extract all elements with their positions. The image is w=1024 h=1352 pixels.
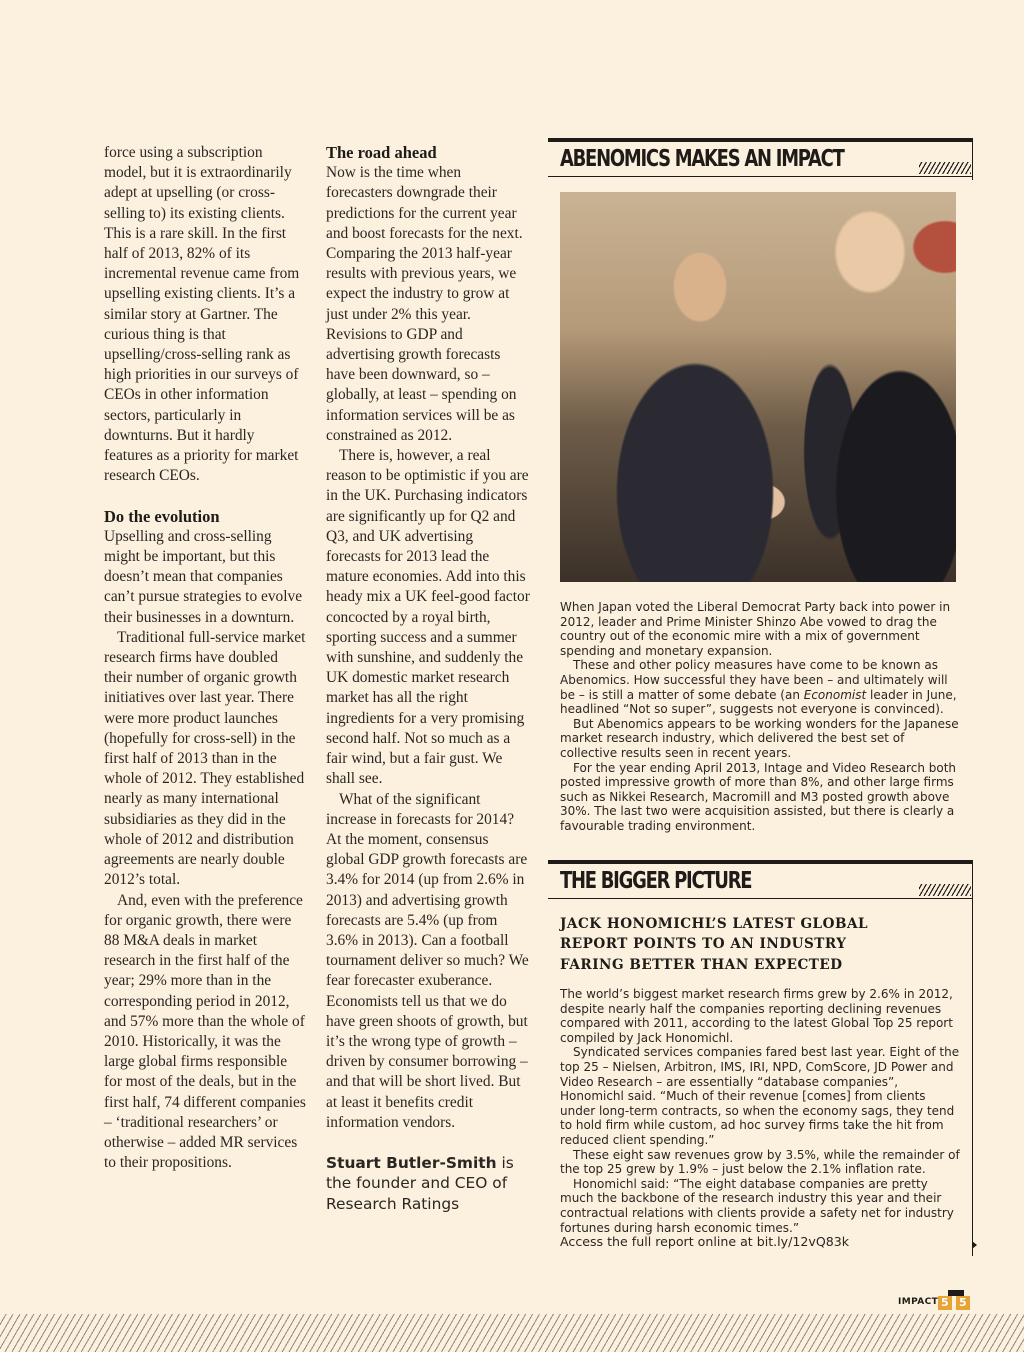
body-paragraph: Traditional full-service market research firms have doubled their number of organic growth initiatives over last year. There were more product launches (hopefully for cross-sell) in the first half of 2013 than in the whole of 2012. They established nearly as many international subsidiaries as they did in the whole of 2012 and distribution agreements are nearly double 2012’s total. — [104, 628, 306, 889]
section-heading-road-ahead: The road ahead — [326, 143, 437, 162]
body-paragraph: Upselling and cross-selling might be important, but this doesn’t mean that companies can’t pursue strategies to evolve their businesses in a downturn. — [104, 527, 303, 626]
hatch-decoration — [919, 884, 971, 896]
box-header — [548, 864, 973, 899]
text-run: These and other policy measures have come to be known as Abenomics. How successful they have been – and ultimately will be – is still a matter of some debate (an — [560, 658, 948, 702]
section-heading-evolution: Do the evolution — [104, 506, 220, 526]
text-run: leader in June, headlined “Not so super”, suggests not everyone is convinced). — [560, 687, 957, 717]
box-text — [560, 987, 960, 1250]
body-paragraph: force using a subscription model, but it is extraordinarily adept at upselling (or cross-selling to) its existing clients. This is a rare skill. In the first half of 2013, 82% of its incremental revenue came from upselling existing clients. It’s a similar story at Gartner. The curious thing is that upselling/cross-selling rank as high priorities in our surveys of CEOs in other information sectors, particularly in downturns. But it hardly features as a priority for market research CEOs. — [104, 144, 300, 485]
article-column-2 — [326, 143, 530, 1214]
body-paragraph: There is, however, a real reason to be optimistic if you are in the UK. Purchasing indicators are significantly up for Q2 and Q3, and UK advertising forecasts for 2013 lead the mature economies. Add into this heady mix a UK feel-good factor concocted by a royal birth, sporting success and a summer with sunshine, and suddenly the UK domestic market research market has all the right ingredients for a very promising second half. Not so much as a fair wind, but a fair gust. We shall see. — [326, 447, 530, 788]
box-text — [560, 600, 960, 834]
body-paragraph: What of the significant increase in forecasts for 2014? At the moment, consensus global GDP growth forecasts are 3.4% for 2014 (up from 2.6% in 2013) and advertising growth forecasts are 5.4% (up from 3.6% in 2013). Can a football tournament deliver so much? We fear forecaster exuberance. Economists tell us that we do have green shoots of growth, but it’s the wrong type of growth – driven by consumer borrowing – and that will be short lived. But at least it benefits credit information vendors. — [326, 790, 529, 1131]
box-paragraph: When Japan voted the Liberal Democrat Party back into power in 2012, leader and Prime Minister Shinzo Abe vowed to drag the country out of the economic mire with a mix of government spending and monetary expansion. — [560, 600, 951, 658]
article-column-1 — [104, 143, 307, 1173]
publication-name: Economist — [803, 687, 867, 702]
bottom-hatch-decoration — [0, 1314, 1024, 1352]
box-paragraph: Honomichl said: “The eight database companies are pretty much the backbone of the research industry this year and their contractual relations with clients provide a safety net for industry fortunes during harsh economic times.” — [560, 1176, 954, 1235]
box-header — [548, 142, 973, 177]
photo-handshake — [560, 192, 956, 582]
magazine-name: IMPACT — [898, 1297, 939, 1307]
report-link[interactable]: Access the full report online at bit.ly/12vQ83k — [560, 1234, 850, 1250]
box-paragraph: But Abenomics appears to be working wonders for the Japanese market research industry, which delivered the best set of collective results seen in recent years. — [560, 716, 959, 760]
body-paragraph: Now is the time when forecasters downgrade their predictions for the current year and boost forecasts for the next. Comparing the 2013 half-year results with previous years, we expect the industry to grow at just under 2% this year. Revisions to GDP and advertising growth forecasts have been downward, so – globally, at least – spending on information services will be as constrained as 2012. — [326, 164, 523, 444]
body-paragraph: And, even with the preference for organic growth, there were 88 M&A deals in market research in the first half of the year; 29% more than in the corresponding period in 2012, and 57% more than the whole of 2010. Historically, it was the large global firms responsible for most of the deals, but in the first half, 74 different companies – ‘traditional researchers’ or otherwise – added MR services to their propositions. — [104, 891, 306, 1172]
page-number-digit: 5 — [938, 1296, 952, 1310]
box-paragraph: These eight saw revenues grow by 3.5%, while the remainder of the top 25 grew by 1.9% – just below the 2.1% inflation rate. — [560, 1147, 960, 1177]
sidebar-box-abenomics — [548, 138, 973, 833]
box-paragraph: Syndicated services companies fared best last year. Eight of the top 25 – Nielsen, Arbitron, IMS, IRI, NPD, ComScore, JD Power and Video Research – are essentially “database companies”, Honomichl said. “Much of their revenue [comes] from clients under long-term contracts, so when the economy sags, they tend to hold firm while custom, ad hoc survey firms take the hit from reduced client spending.” — [560, 1045, 960, 1147]
box-paragraph: For the year ending April 2013, Intage and Video Research both posted impressive growth of more than 8%, and other large firms such as Nikkei Research, Macromill and M3 posted growth above 30%. The last two were acquisition assisted, but there is clearly a favourable trading environment. — [560, 760, 957, 833]
box-subtitle: JACK HONOMICHL’S LATEST GLOBAL REPORT POINTS TO AN INDUSTRY FARING BETTER THAN EXPECTED — [560, 916, 869, 973]
box-side-rule — [972, 864, 973, 1256]
hatch-decoration — [919, 162, 971, 174]
author-byline — [326, 1153, 530, 1214]
box-paragraph — [560, 658, 960, 716]
box-title: THE BIGGER PICTURE — [560, 868, 752, 894]
box-title: ABENOMICS MAKES AN IMPACT — [560, 146, 844, 172]
author-role: is the founder and CEO of Research Ratings — [326, 1154, 514, 1213]
continue-arrow-icon — [972, 1241, 977, 1249]
box-paragraph: The world’s biggest market research firms grew by 2.6% in 2012, despite nearly half the companies reporting declining revenues compared with 2011, according to the latest Global Top 25 report compiled by Jack Honomichl. — [560, 987, 953, 1045]
page-number-digit: 5 — [956, 1296, 970, 1310]
sidebar-box-bigger-picture — [548, 860, 973, 1250]
author-name: Stuart Butler-Smith — [326, 1154, 497, 1173]
